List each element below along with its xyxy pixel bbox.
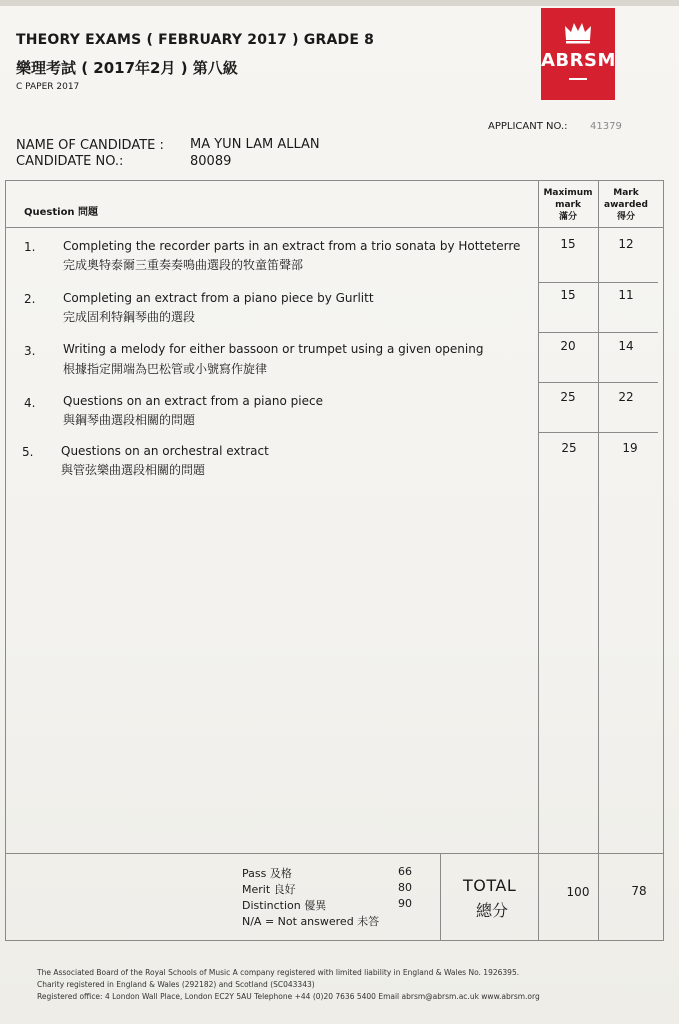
paper-code: C PAPER 2017	[16, 82, 80, 92]
question-number: 2.	[24, 292, 36, 306]
footer-line-1: The Associated Board of the Royal Schools of Music A company registered with limited liability in England & Wales No. 1926395.	[37, 968, 520, 977]
top-edge	[0, 0, 679, 6]
header-max-mark: Maximum mark 滿分	[543, 188, 593, 222]
title-en: THEORY EXAMS ( FEBRUARY 2017 ) GRADE 8	[16, 32, 375, 48]
total-label-divider	[440, 853, 441, 941]
max-mark: 20	[560, 339, 576, 353]
question-number: 5.	[22, 445, 34, 459]
crown-icon	[563, 20, 593, 44]
candidate-name-label: NAME OF CANDIDATE :	[16, 138, 164, 153]
totals-divider	[5, 853, 664, 854]
abrsm-logo	[541, 8, 615, 100]
max-mark: 25	[561, 441, 577, 455]
row-divider	[538, 282, 658, 283]
question-number: 4.	[24, 396, 36, 410]
question-text-zh: 完成固利特鋼琴曲的選段	[63, 310, 196, 324]
question-text-en: Completing the recorder parts in an extract from a trio sonata by Hotteterre	[63, 239, 521, 253]
logo-text: ABRSM	[541, 50, 616, 71]
awarded-mark: 22	[618, 390, 634, 404]
total-label-en: TOTAL	[463, 876, 517, 895]
logo-bar	[569, 78, 587, 80]
question-text-en: Questions on an extract from a piano piece	[63, 394, 323, 408]
footer-line-2: Charity registered in England & Wales (292182) and Scotland (SC043343)	[37, 980, 315, 989]
header-mark-awarded: Mark awarded 得分	[604, 188, 648, 222]
applicant-label: APPLICANT NO.:	[488, 121, 568, 132]
awarded-mark: 19	[622, 441, 638, 455]
legend-merit: Merit 良好	[242, 883, 296, 896]
candidate-name: MA YUN LAM ALLAN	[190, 137, 320, 152]
awarded-mark: 11	[618, 288, 634, 302]
legend-not-answered: N/A = Not answered 未答	[242, 915, 380, 928]
question-text-en: Completing an extract from a piano piece by Gurlitt	[63, 291, 374, 305]
awarded-mark: 14	[618, 339, 634, 353]
total-label-zh: 總分	[476, 901, 509, 920]
question-text-en: Questions on an orchestral extract	[61, 444, 269, 458]
max-mark: 15	[560, 237, 576, 251]
question-text-zh: 完成奧特泰爾三重奏奏鳴曲選段的牧童笛聲部	[63, 258, 304, 272]
row-divider	[538, 332, 658, 333]
col-divider-max	[538, 180, 539, 941]
applicant-number: 41379	[590, 121, 622, 132]
header-divider	[5, 227, 664, 228]
candidate-no-label: CANDIDATE NO.:	[16, 154, 124, 169]
candidate-no: 80089	[190, 154, 232, 169]
question-text-zh: 根據指定開端為巴松管或小號寫作旋律	[63, 362, 268, 376]
legend-merit-value: 80	[398, 881, 412, 894]
legend-distinction: Distinction 優異	[242, 899, 327, 912]
footer-line-3: Registered office: 4 London Wall Place, London EC2Y 5AU Telephone +44 (0)20 7636 5400 Email abrsm@abrsm.ac.uk www.abrsm.org	[37, 992, 540, 1001]
legend-pass-value: 66	[398, 865, 412, 878]
header-question: Question 問題	[24, 207, 99, 218]
col-divider-awarded	[598, 180, 599, 941]
max-mark: 25	[560, 390, 576, 404]
question-text-en: Writing a melody for either bassoon or trumpet using a given opening	[63, 342, 484, 356]
row-divider	[538, 382, 658, 383]
total-awarded: 78	[631, 884, 647, 898]
question-text-zh: 與管弦樂曲選段相關的問題	[61, 463, 206, 477]
question-text-zh: 與鋼琴曲選段相關的問題	[63, 413, 196, 427]
question-number: 3.	[24, 344, 36, 358]
legend-pass: Pass 及格	[242, 867, 292, 880]
legend-distinction-value: 90	[398, 897, 412, 910]
title-zh: 樂理考試 ( 2017年2月 ) 第八級	[16, 59, 238, 77]
max-mark: 15	[560, 288, 576, 302]
total-max: 100	[566, 885, 590, 899]
question-number: 1.	[24, 240, 36, 254]
row-divider	[538, 432, 658, 433]
awarded-mark: 12	[618, 237, 634, 251]
